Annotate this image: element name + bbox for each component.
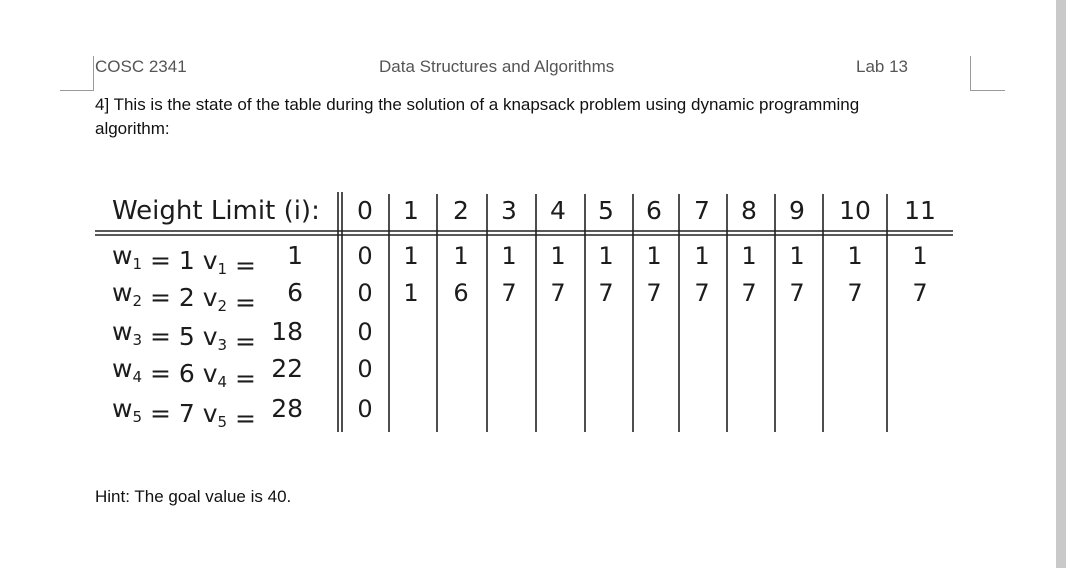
row-label-5: $w_5 = 7$ $v_5$ = — [112, 394, 256, 433]
column-header-11: 11 — [904, 196, 936, 225]
cell-r2-c2: 6 — [453, 279, 469, 307]
cell-r1-c3: 1 — [501, 242, 517, 270]
cell-r1-c10: 1 — [847, 242, 863, 270]
vertical-scrollbar[interactable] — [1056, 0, 1066, 568]
cell-r1-c7: 1 — [694, 242, 710, 270]
cell-r2-c10: 7 — [847, 279, 863, 307]
header-lab: Lab 13 — [856, 57, 908, 76]
row-label-4: $w_4 = 6$ $v_4$ = — [112, 354, 256, 393]
header-course: COSC 2341 — [95, 57, 187, 76]
row-value-2: 6 — [287, 278, 303, 307]
column-header-0: 0 — [357, 196, 373, 225]
cell-r1-c6: 1 — [646, 242, 662, 270]
knapsack-table — [95, 190, 955, 435]
cell-r1-c8: 1 — [741, 242, 757, 270]
row-value-5: 28 — [271, 394, 303, 423]
header-title: Data Structures and Algorithms — [379, 57, 615, 76]
column-header-4: 4 — [550, 196, 566, 225]
cell-r1-c0: 0 — [357, 242, 373, 270]
column-header-10: 10 — [839, 196, 871, 225]
page-corner-mark-left — [60, 56, 94, 91]
cell-r2-c0: 0 — [357, 279, 373, 307]
cell-r2-c8: 7 — [741, 279, 757, 307]
cell-r2-c7: 7 — [694, 279, 710, 307]
cell-r2-c5: 7 — [598, 279, 614, 307]
column-header-7: 7 — [694, 196, 710, 225]
cell-r2-c4: 7 — [550, 279, 566, 307]
page-corner-mark-right — [970, 56, 1005, 91]
cell-r3-c0: 0 — [357, 318, 373, 346]
cell-r4-c0: 0 — [357, 355, 373, 383]
cell-r2-c9: 7 — [789, 279, 805, 307]
hint-text: Hint: The goal value is 40. — [95, 487, 292, 506]
row-label-3: $w_3 = 5$ $v_3$ = — [112, 317, 256, 356]
row-value-3: 18 — [271, 317, 303, 346]
cell-r1-c1: 1 — [403, 242, 419, 270]
cell-r2-c3: 7 — [501, 279, 517, 307]
row-value-1: 1 — [287, 241, 303, 270]
cell-r2-c11: 7 — [912, 279, 928, 307]
row-label-2: $w_2 = 2$ $v_2$ = — [112, 278, 256, 317]
row-value-4: 22 — [271, 354, 303, 383]
column-header-6: 6 — [646, 196, 662, 225]
column-header-8: 8 — [741, 196, 757, 225]
knapsack-table-figure — [95, 190, 955, 435]
cell-r1-c5: 1 — [598, 242, 614, 270]
cell-r2-c6: 7 — [646, 279, 662, 307]
column-header-5: 5 — [598, 196, 614, 225]
cell-r1-c9: 1 — [789, 242, 805, 270]
cell-r5-c0: 0 — [357, 395, 373, 423]
weight-limit-label: Weight Limit (i): — [112, 196, 320, 226]
column-header-9: 9 — [789, 196, 805, 225]
cell-r2-c1: 1 — [403, 279, 419, 307]
cell-r1-c2: 1 — [453, 242, 469, 270]
column-header-3: 3 — [501, 196, 517, 225]
row-label-1: $w_1 = 1$ $v_1$ = — [112, 241, 256, 280]
cell-r1-c4: 1 — [550, 242, 566, 270]
cell-r1-c11: 1 — [912, 242, 928, 270]
column-header-1: 1 — [403, 196, 419, 225]
column-header-2: 2 — [453, 196, 469, 225]
question-text: 4] This is the state of the table during the solution of a knapsack problem using dynamic programming algorithm: — [95, 95, 860, 138]
